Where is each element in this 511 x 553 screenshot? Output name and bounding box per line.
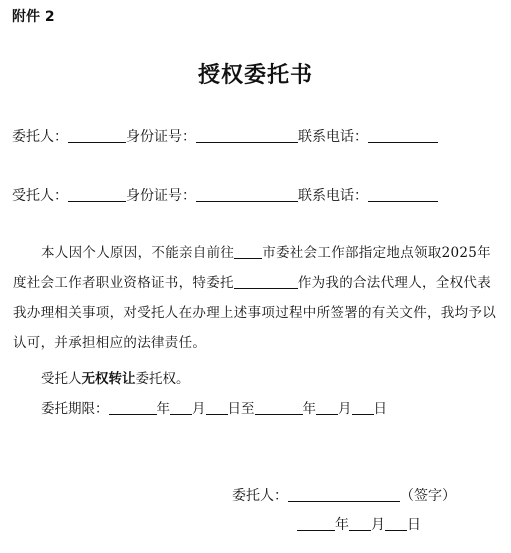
end-year-unit: 年: [302, 401, 316, 417]
signature-label: 委托人：: [232, 488, 288, 504]
agent-phone-field[interactable]: [368, 187, 438, 202]
agent-row: [12, 185, 438, 205]
delegate-name-field[interactable]: [234, 274, 298, 289]
principal-id-field[interactable]: [196, 128, 298, 143]
start-year-unit: 年: [156, 401, 170, 417]
page-title: 授权委托书: [197, 62, 313, 88]
start-day-unit: 日至: [227, 401, 255, 417]
body-text-1: 本人因个人原因，不能亲自前往: [41, 245, 235, 261]
sign-month-field[interactable]: [349, 516, 371, 531]
sign-day-unit: 日: [407, 517, 421, 533]
signature-field[interactable]: [288, 487, 400, 502]
attachment-label: 附件 2: [12, 9, 55, 25]
non-transfer-text-a: 受托人: [41, 371, 82, 387]
end-year-field[interactable]: [255, 400, 303, 415]
start-day-field[interactable]: [206, 400, 228, 415]
body-text-3: 作为我的合法代理人，全权代表我办理相关事项，对受托人在办理上述事项过程中所签署的有关文件，我均予以认可，并承担相应的法律责任。: [13, 275, 496, 351]
agent-id-field[interactable]: [196, 187, 298, 202]
non-transfer-line: [41, 367, 190, 387]
sign-year-unit: 年: [335, 517, 349, 533]
agent-phone-label: 联系电话：: [298, 188, 368, 204]
signature-note: （签字）: [400, 488, 456, 504]
principal-name-field[interactable]: [68, 128, 126, 143]
principal-label: 委托人：: [12, 129, 68, 145]
sign-month-unit: 月: [371, 517, 385, 533]
period-line: [41, 397, 387, 417]
start-year-field[interactable]: [109, 400, 157, 415]
agent-id-label: 身份证号：: [126, 188, 196, 204]
non-transfer-text-b: 委托权。: [135, 371, 190, 387]
authorization-paragraph: [13, 238, 501, 358]
signature-date-row: [297, 514, 421, 534]
non-transfer-emphasis: 无权转让: [81, 371, 136, 387]
sign-day-field[interactable]: [385, 516, 407, 531]
end-month-field[interactable]: [316, 400, 338, 415]
period-label: 委托期限：: [41, 401, 109, 417]
signature-row: [232, 485, 456, 505]
end-month-unit: 月: [338, 401, 352, 417]
principal-phone-label: 联系电话：: [298, 129, 368, 145]
start-month-unit: 月: [192, 401, 206, 417]
principal-row: [12, 126, 438, 146]
principal-phone-field[interactable]: [368, 128, 438, 143]
agent-label: 受托人：: [12, 188, 68, 204]
principal-id-label: 身份证号：: [126, 129, 196, 145]
start-month-field[interactable]: [170, 400, 192, 415]
city-field[interactable]: [234, 244, 262, 259]
end-day-unit: 日: [373, 401, 387, 417]
agent-name-field[interactable]: [68, 187, 126, 202]
end-day-field[interactable]: [352, 400, 374, 415]
body-text-2: 市委社会工作部指定地点领取2025年度社会工作者职业资格证书，特委托: [13, 245, 491, 291]
sign-year-field[interactable]: [297, 516, 335, 531]
